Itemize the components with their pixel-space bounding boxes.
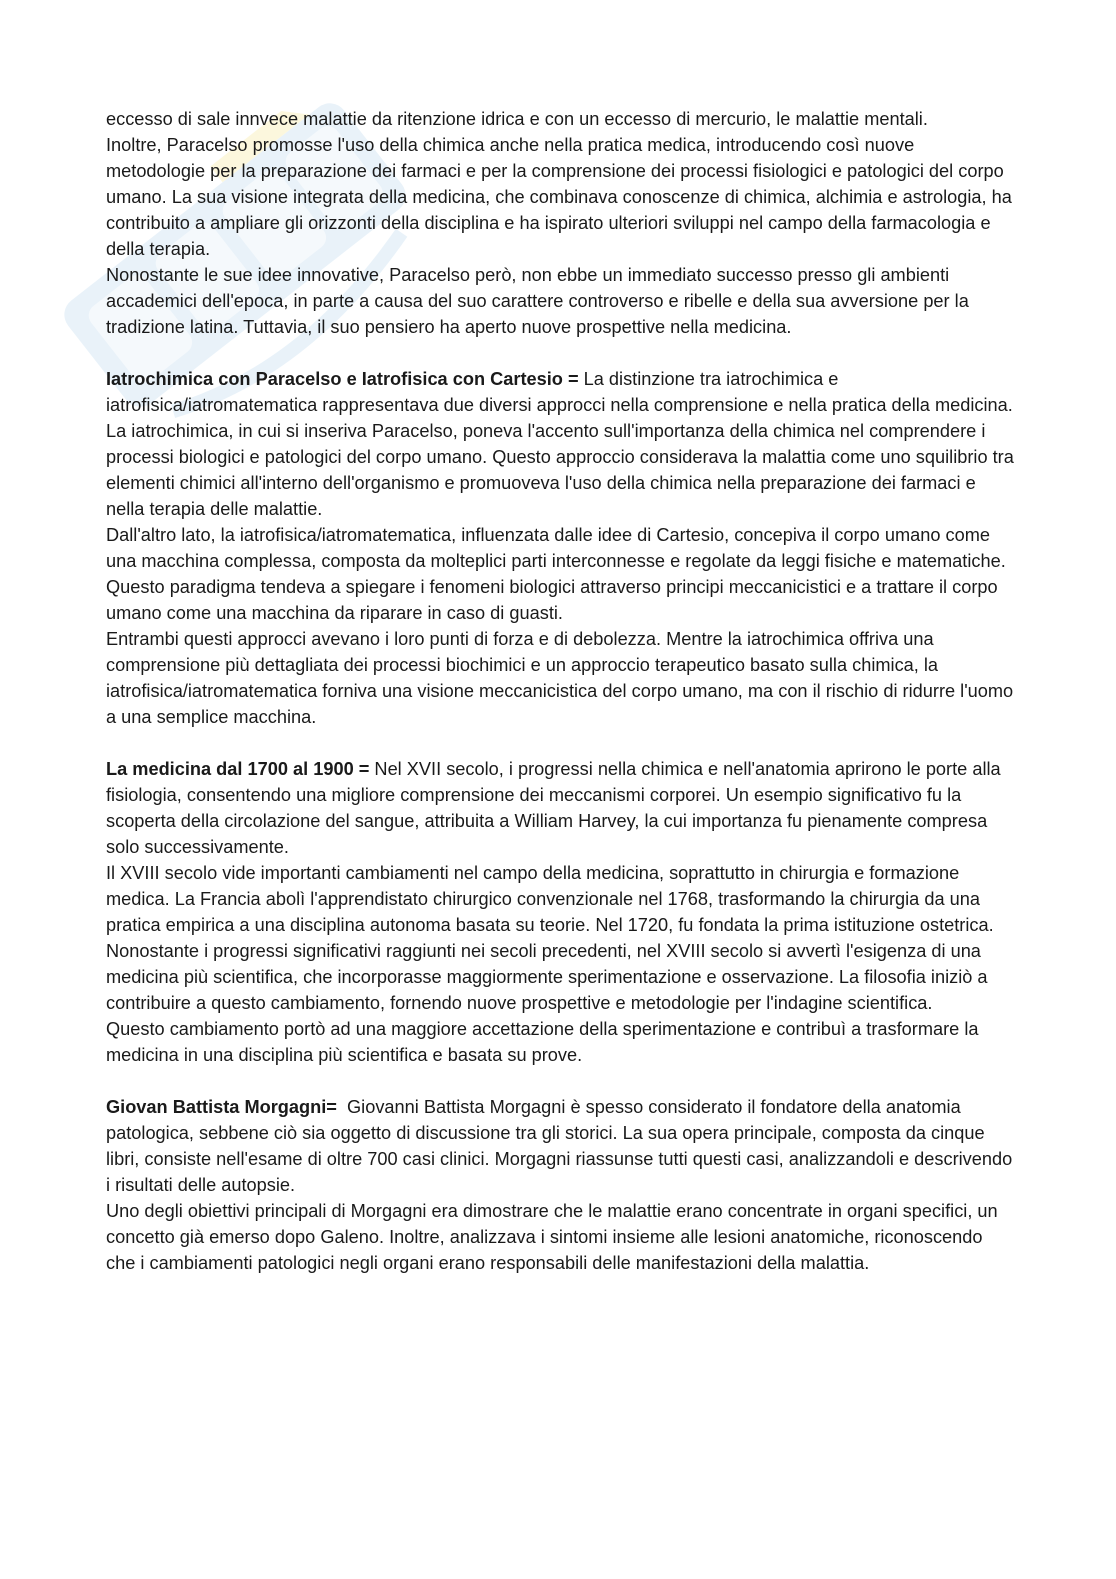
paragraph: Dall'altro lato, la iatrofisica/iatromatematica, influenzata dalle idee di Cartesio, concepiva il corpo umano come una macchina complessa, composta da molteplici parti interconnesse e regolate da leggi fisiche e matematiche. Questo paradigma tendeva a spiegare i fenomeni biologici attraverso principi meccanicistici e a trattare il corpo umano come una macchina da riparare in caso di guasti. — [106, 525, 1011, 623]
paragraph: Uno degli obiettivi principali di Morgagni era dimostrare che le malattie erano concentrate in organi specifici, un concetto già emerso dopo Galeno. Inoltre, analizzava i sintomi insieme alle lesioni anatomiche, riconoscendo che i cambiamenti patologici negli organi erano responsabili delle manifestazioni della malattia. — [106, 1201, 1003, 1273]
section-lead-text: Nel XVII secolo, i progressi nella chimica e nell'anatomia aprirono le porte alla fisiologia, consentendo una migliore comprensione dei meccanismi corporei. Un esempio significativo fu la scoperta della circolazione del sangue, attribuita a William Harvey, la cui importanza fu pienamente compresa solo successivamente. — [106, 759, 1006, 857]
paragraph: Inoltre, Paracelso promosse l'uso della chimica anche nella pratica medica, introducendo così nuove metodologie per la preparazione dei farmaci e per la comprensione dei processi fisiologici e patologici del corpo umano. La sua visione integrata della medicina, che combinava conoscenze di chimica, alchimia e astrologia, ha contribuito a ampliare gli orizzonti della disciplina e ha ispirato ulteriori sviluppi nel campo della farmacologia e della terapia. — [106, 135, 1017, 259]
document-body — [106, 106, 1019, 1276]
section-lead-text: Giovanni Battista Morgagni è spesso considerato il fondatore della anatomia patologica, sebbene ciò sia oggetto di discussione tra gli storici. La sua opera principale, composta da cinque libri, consiste nell'esame di oltre 700 casi clinici. Morgagni riassunse tutti questi casi, analizzandoli e descrivendo i risultati delle autopsie. — [106, 1097, 1018, 1195]
paragraph: La iatrochimica, in cui si inseriva Paracelso, poneva l'accento sull'importanza della chimica nel comprendere i processi biologici e patologici del corpo umano. Questo approccio considerava la malattia come uno squilibrio tra elementi chimici all'interno dell'organismo e promuoveva l'uso della chimica nella preparazione dei farmaci e nella terapia delle malattie. — [106, 421, 1019, 519]
section-intro-paragraph — [106, 1094, 1016, 1198]
section-spacer — [106, 1068, 1016, 1094]
paragraph: Questo cambiamento portò ad una maggiore accettazione della sperimentazione e contribuì a trasformare la medicina in una disciplina più scientifica e basata su prove. — [106, 1019, 984, 1065]
section-intro-paragraph — [106, 366, 1016, 418]
section-heading: Iatrochimica con Paracelso e Iatrofisica con Cartesio = — [106, 369, 579, 389]
section-heading: La medicina dal 1700 al 1900 = — [106, 759, 370, 779]
paragraph: Entrambi questi approcci avevano i loro punti di forza e di debolezza. Mentre la iatrochimica offriva una comprensione più dettagliata dei processi biochimici e un approccio terapeutico basato sulla chimica, la iatrofisica/iatromatematica forniva una visione meccanicistica del corpo umano, ma con il rischio di ridurre l'uomo a una semplice macchina. — [106, 629, 1019, 727]
paragraph: Nonostante i progressi significativi raggiunti nei secoli precedenti, nel XVIII secolo si avvertì l'esigenza di una medicina più scientifica, che incorporasse maggiormente sperimentazione e osservazione. La filosofia iniziò a contribuire a questo cambiamento, fornendo nuove prospettive e metodologie per l'indagine scientifica. — [106, 941, 993, 1013]
paragraph: Nonostante le sue idee innovative, Paracelso però, non ebbe un immediato successo presso gli ambienti accademici dell'epoca, in parte a causa del suo carattere controverso e ribelle e della sua avversione per la tradizione latina. Tuttavia, il suo pensiero ha aperto nuove prospettive nella medicina. — [106, 265, 974, 337]
paragraph: Il XVIII secolo vide importanti cambiamenti nel campo della medicina, soprattutto in chirurgia e formazione medica. La Francia abolì l'apprendistato chirurgico convenzionale nel 1768, trasformando la chirurgia da una pratica empirica a una disciplina autonoma basata su teorie. Nel 1720, fu fondata la prima istituzione ostetrica. — [106, 863, 994, 935]
paragraph: eccesso di sale innvece malattie da ritenzione idrica e con un eccesso di mercurio, le malattie mentali. — [106, 109, 928, 129]
section-spacer — [106, 340, 1016, 366]
section-intro-paragraph — [106, 756, 1016, 860]
section-lead-text: La distinzione tra iatrochimica e iatrofisica/iatromatematica rappresentava due diversi approcci nella comprensione e nella pratica della medicina. — [106, 369, 1013, 415]
section-spacer — [106, 730, 1016, 756]
section-heading: Giovan Battista Morgagni= — [106, 1097, 337, 1117]
